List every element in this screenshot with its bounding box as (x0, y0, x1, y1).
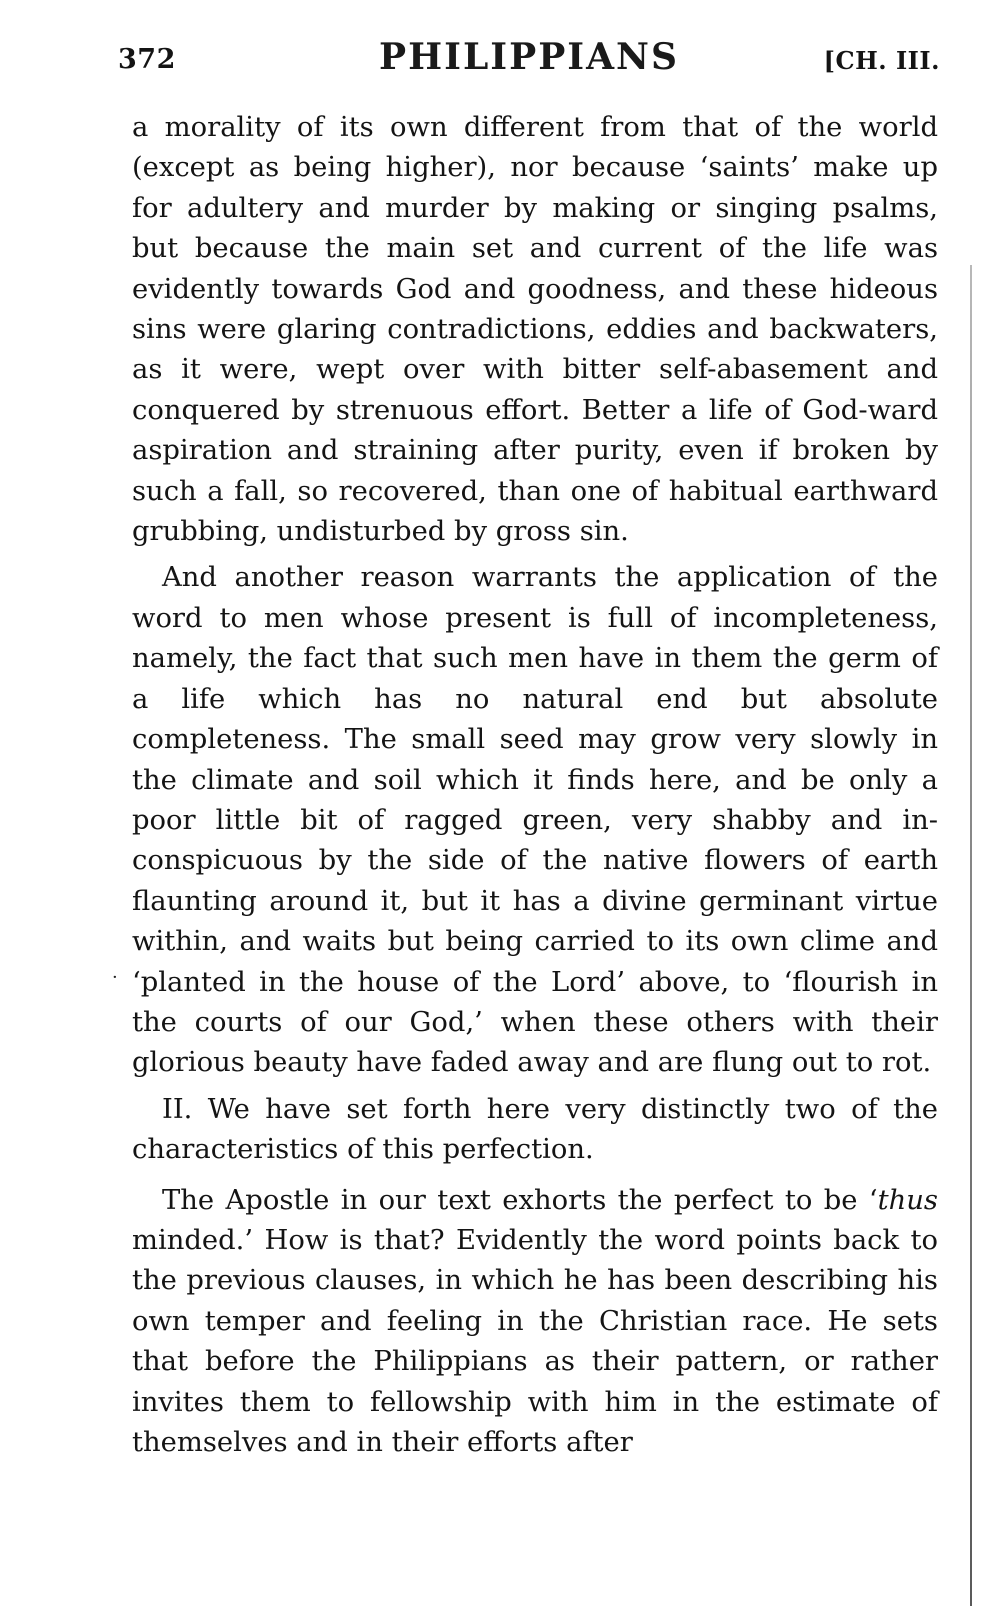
page-edge-shadow (970, 265, 972, 1606)
paragraph-continued: a morality of its own different from that of the world (except as being higher), nor because ‘saints’ make up for adultery and murder by making or singing psalms, but because the main set and current of the life was evidently towards God and goodness, and these hideous sins were glaring contradictions, eddies and backwaters, as it were, wept over with bitter self-abasement and conquered by strenuous effort. Better a life of God-ward aspiration and straining after purity, even if broken by such a fall, so recovered, than one of habitual earthward grubbing, undisturbed by gross sin. (132, 112, 938, 548)
paragraph-another-reason: And another reason warrants the application of the word to men whose present is full of incompleteness, namely, the fact that such men have in them the germ of a life which has no natural end but absolute completeness. The small seed may grow very slowly in the climate and soil which it finds here, and be only a poor little bit of ragged green, very shabby and in-conspicuous by the side of the native flowers of earth flaunting around it, but it has a divine germinant virtue within, and waits but being carried to its own clime and ‘planted in the house of the Lord’ above, to ‘flourish in the courts of our God,’ when these others with their glorious beauty have faded away and are flung out to rot. (132, 562, 938, 1079)
margin-mark: · (112, 967, 118, 988)
paragraph-section-two: II. We have set forth here very distinctly two of the characteristics of this perfection. (132, 1093, 938, 1166)
running-title: PHILIPPIANS (379, 36, 679, 78)
paragraph-apostle-rest: minded.’ How is that? Evidently the word points back to the previous clauses, in which he has been describing his own temper and feeling in the Christian race. He sets that before the Philippians as their pattern, or rather invites them to fellowship with him in the estimate of themselves and in their efforts after (132, 1224, 938, 1458)
page-number: 372 (118, 44, 176, 75)
body-text (132, 108, 938, 1463)
emphasis-thus: thus (877, 1184, 938, 1216)
page-header (118, 36, 940, 86)
paragraph-apostle (132, 1181, 938, 1464)
chapter-reference: [CH. III. (823, 46, 940, 75)
paragraph-apostle-start: The Apostle in our text exhorts the perfect to be ‘ (162, 1184, 878, 1216)
